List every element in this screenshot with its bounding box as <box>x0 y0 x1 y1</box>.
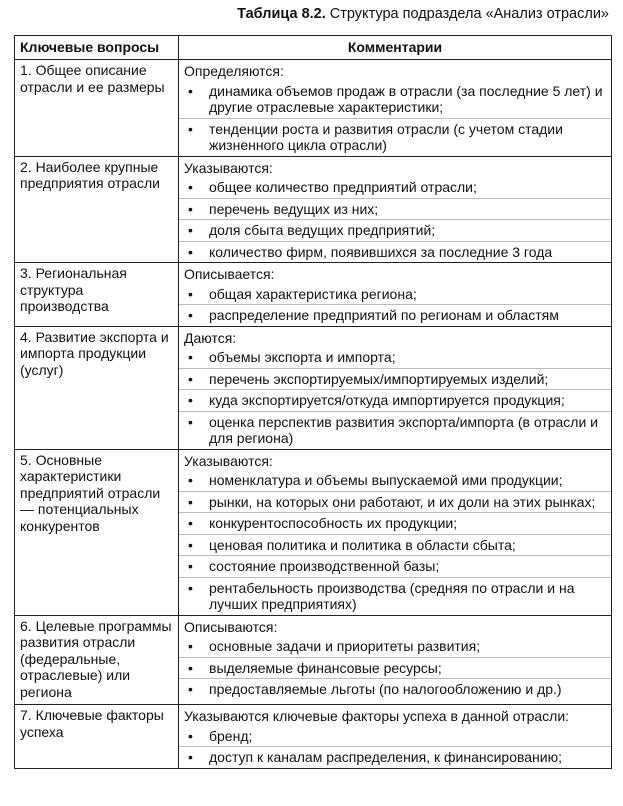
bullet-icon: • <box>188 120 193 137</box>
bullet-text: рентабельность производства (средняя по отрасли и на лучших предприятиях) <box>209 579 575 612</box>
header-row <box>15 36 612 60</box>
bullet-item <box>179 555 611 577</box>
bullet-text: основные задачи и приоритеты развития; <box>209 638 481 654</box>
bullet-text: бренд; <box>209 727 253 744</box>
bullet-item <box>179 678 611 700</box>
bullet-text: рынки, на которых они работают, и их доли на этих рынках; <box>209 493 596 510</box>
bullet-icon: • <box>188 493 193 510</box>
comment-lead: Определяются: <box>184 63 284 79</box>
bullet-item <box>179 368 611 390</box>
comment-lead: Указываются ключевые факторы успеха в данной отрасли: <box>184 708 570 724</box>
bullet-item <box>179 512 611 534</box>
bullet-item <box>179 491 611 513</box>
bullet-item <box>179 657 611 679</box>
bullet-icon: • <box>188 727 193 744</box>
bullet-icon: • <box>188 200 193 217</box>
bullet-icon: • <box>188 558 193 574</box>
key-question-cell: 5. Основные характеристики предприятий отрасли — потенциальных конкурентов <box>15 449 179 615</box>
bullet-icon: • <box>188 472 193 488</box>
bullet-text: объемы экспорта и импорта; <box>209 349 396 365</box>
table-row <box>15 449 612 615</box>
table-row <box>15 60 612 157</box>
bullet-text: динамика объемов продаж в отрасли (за последние 5 лет) и другие отраслевые характеристики; <box>209 82 603 115</box>
comment-cell <box>179 156 612 263</box>
comment-cell <box>179 263 612 327</box>
bullet-text: общее количество предприятий отрасли; <box>209 179 477 195</box>
bullet-item <box>179 241 611 263</box>
key-question-cell: 4. Развитие экспорта и импорта продукции (услуг) <box>15 326 179 449</box>
bullet-item <box>179 219 611 241</box>
comment-cell <box>179 705 612 769</box>
caption-label: Таблица 8.2. <box>237 6 326 22</box>
key-question-cell: 2. Наиболее крупные предприятия отрасли <box>15 156 179 263</box>
table-body <box>15 60 612 769</box>
bullet-item <box>179 636 611 657</box>
bullet-item <box>179 81 611 118</box>
bullet-text: распределение предприятий по регионам и областям <box>209 307 559 323</box>
bullet-icon: • <box>188 82 193 99</box>
bullet-text: предоставляемые льготы (по налогообложению и др.) <box>209 681 562 697</box>
bullet-text: конкурентоспособность их продукции; <box>209 515 458 531</box>
bullet-text: выделяемые финансовые ресурсы; <box>209 659 442 676</box>
table-row <box>15 705 612 769</box>
bullet-icon: • <box>188 392 193 408</box>
header-comments: Комментарии <box>179 36 612 60</box>
bullet-text: тенденции роста и развития отрасли (с учетом стадии жизненного цикла отрасли) <box>209 120 563 153</box>
bullet-icon: • <box>188 579 193 596</box>
comment-lead: Описываются: <box>184 618 278 635</box>
bullet-text: количество фирм, появившихся за последние 3 года <box>209 243 553 260</box>
bullet-icon: • <box>188 349 193 365</box>
table-row <box>15 263 612 327</box>
bullet-icon: • <box>188 749 193 765</box>
header-key-questions: Ключевые вопросы <box>15 36 179 60</box>
bullet-item <box>179 304 611 326</box>
bullet-icon: • <box>188 638 193 654</box>
key-question-cell: 7. Ключевые факторы успеха <box>15 705 179 769</box>
comment-lead: Указываются: <box>184 452 273 469</box>
bullet-icon: • <box>188 179 193 195</box>
bullet-icon: • <box>188 413 193 430</box>
bullet-item <box>179 284 611 305</box>
bullet-item <box>179 177 611 198</box>
table-row <box>15 156 612 263</box>
bullet-text: перечень экспортируемых/импортируемых изделий; <box>209 370 549 387</box>
bullet-item <box>179 198 611 220</box>
key-question-cell: 3. Региональная структура производства <box>15 263 179 327</box>
bullet-item <box>179 347 611 368</box>
comment-cell <box>179 449 612 615</box>
bullet-icon: • <box>188 222 193 238</box>
table-row <box>15 615 612 705</box>
bullet-text: куда экспортируется/откуда импортируется продукция; <box>209 392 565 408</box>
bullet-text: доступ к каналам распределения, к финансированию; <box>209 749 562 765</box>
bullet-text: оценка перспектив развития экспорта/импорта (в отрасли и для региона) <box>209 413 599 446</box>
bullet-text: ценовая политика и политика в области сбыта; <box>209 536 516 553</box>
key-question-cell: 6. Целевые программы развития отрасли (федеральные, отраслевые) или региона <box>15 615 179 705</box>
bullet-text: перечень ведущих из них; <box>209 200 379 217</box>
bullet-text: доля сбыта ведущих предприятий; <box>209 222 436 238</box>
comment-lead: Даются: <box>184 329 237 346</box>
bullet-icon: • <box>188 659 193 676</box>
bullet-icon: • <box>188 307 193 323</box>
table-row <box>15 326 612 449</box>
bullet-icon: • <box>188 285 193 302</box>
comment-lead: Указываются: <box>184 159 273 176</box>
key-question-cell: 1. Общее описание отрасли и ее размеры <box>15 60 179 157</box>
bullet-item <box>179 577 611 615</box>
bullet-item <box>179 411 611 449</box>
comment-cell <box>179 60 612 157</box>
bullet-item <box>179 118 611 156</box>
comment-lead: Описывается: <box>184 266 275 282</box>
caption-title: Структура подраздела «Анализ отрасли» <box>329 6 609 22</box>
bullet-icon: • <box>188 370 193 387</box>
bullet-text: номенклатура и объемы выпускаемой ими продукции; <box>209 472 563 488</box>
bullet-item <box>179 726 611 747</box>
bullet-icon: • <box>188 515 193 531</box>
comment-cell <box>179 326 612 449</box>
bullet-icon: • <box>188 243 193 260</box>
bullet-text: состояние производственной базы; <box>209 558 440 574</box>
bullet-item <box>179 389 611 411</box>
bullet-item <box>179 534 611 556</box>
bullet-item <box>179 470 611 491</box>
bullet-text: общая характеристика региона; <box>209 285 417 302</box>
table-caption <box>237 6 609 22</box>
industry-analysis-table <box>14 35 612 769</box>
bullet-icon: • <box>188 681 193 697</box>
bullet-item <box>179 746 611 768</box>
bullet-icon: • <box>188 536 193 553</box>
comment-cell <box>179 615 612 705</box>
